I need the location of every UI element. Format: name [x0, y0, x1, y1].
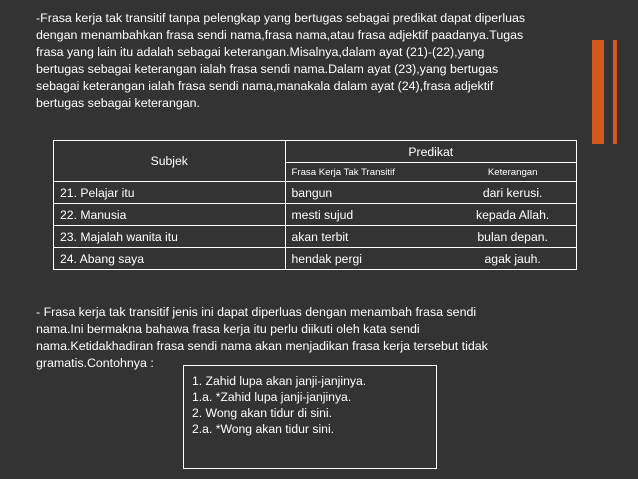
table-row	[54, 226, 577, 248]
table-row	[54, 204, 577, 226]
second-line: - Frasa kerja tak transitif jenis ini dapat diperluas dengan menambah frasa sendi	[36, 305, 477, 319]
subheader-frasa-kerja: Frasa Kerja Tak Transitif	[285, 163, 449, 182]
table-header-row	[54, 141, 577, 163]
intro-paragraph	[36, 10, 596, 112]
predicate-table	[53, 140, 577, 270]
cell-frasa-kerja: bangun	[285, 182, 449, 204]
example-line: 1.a. *Zahid lupa janji-janjinya.	[192, 390, 352, 404]
header-predikat: Predikat	[285, 141, 576, 163]
cell-subjek: 23. Majalah wanita itu	[54, 226, 286, 248]
cell-frasa-kerja: akan terbit	[285, 226, 449, 248]
cell-subjek: 24. Abang saya	[54, 248, 286, 270]
cell-keterangan: kepada Allah.	[449, 204, 576, 226]
intro-line: sebagai keterangan ialah frasa sendi nama,manakala dalam ayat (24),frasa adjektif	[36, 79, 494, 93]
intro-line: frasa yang lain itu adalah sebagai keterangan.Misalnya,dalam ayat (21)-(22),yang	[36, 45, 485, 59]
cell-frasa-kerja: hendak pergi	[285, 248, 449, 270]
header-subjek: Subjek	[54, 141, 286, 182]
examples-box	[183, 365, 437, 469]
second-line: nama.Ini bermakna bahawa frasa kerja itu perlu diikuti oleh kata sendi	[36, 322, 420, 336]
accent-bar-thin	[613, 40, 617, 144]
second-line: gramatis.Contohnya :	[36, 356, 154, 370]
intro-line: bertugas sebagai keterangan.	[36, 96, 200, 110]
example-line: 2.a. *Wong akan tidur sini.	[192, 422, 335, 436]
table-row	[54, 248, 577, 270]
subheader-keterangan: Keterangan	[449, 163, 576, 182]
intro-line: bertugas sebagai keterangan ialah frasa sendi nama.Dalam ayat (23),yang bertugas	[36, 62, 499, 76]
second-paragraph	[36, 304, 576, 372]
cell-frasa-kerja: mesti sujud	[285, 204, 449, 226]
table-row	[54, 182, 577, 204]
cell-keterangan: bulan depan.	[449, 226, 576, 248]
cell-keterangan: agak jauh.	[449, 248, 576, 270]
example-line: 1. Zahid lupa akan janji-janjinya.	[192, 374, 367, 388]
example-line: 2. Wong akan tidur di sini.	[192, 406, 333, 420]
cell-subjek: 21. Pelajar itu	[54, 182, 286, 204]
intro-line: -Frasa kerja tak transitif tanpa pelengkap yang bertugas sebagai predikat dapat diperluas	[36, 11, 526, 25]
cell-subjek: 22. Manusia	[54, 204, 286, 226]
cell-keterangan: dari kerusi.	[449, 182, 576, 204]
second-line: nama.Ketidakhadiran frasa sendi nama akan menjadikan frasa kerja tersebut tidak	[36, 339, 488, 353]
intro-line: dengan menambahkan frasa sendi nama,frasa nama,atau frasa adjektif paadanya.Tugas	[36, 28, 524, 42]
